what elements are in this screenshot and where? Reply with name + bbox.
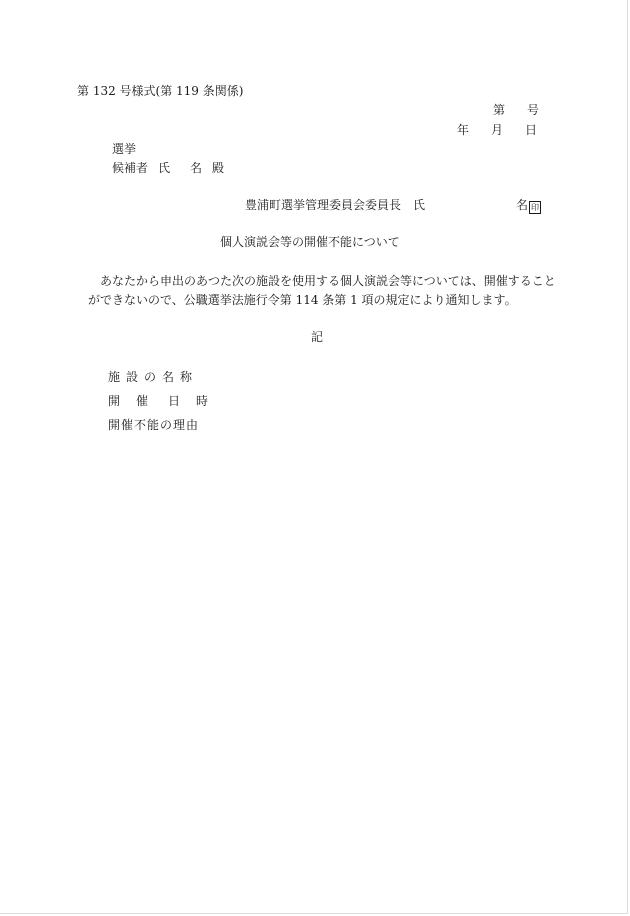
document-number <box>493 104 539 116</box>
date-year: 年 <box>457 123 470 137</box>
item-facility-name: 施設の名称 <box>108 370 199 384</box>
issue-date <box>457 124 537 136</box>
item-reason: 開催不能の理由 <box>108 418 200 432</box>
doc-number-prefix: 第 <box>493 103 506 117</box>
addressee-election: 選挙 <box>112 142 137 156</box>
addressee-shi: 氏 <box>158 161 171 175</box>
date-time-char-2: 催 <box>136 394 149 408</box>
body-line-1: あなたから申出のあつた次の施設を使用する個人演説会等については、開催すること <box>100 274 556 288</box>
document-subject: 個人演説会等の開催不能について <box>220 235 400 249</box>
date-time-char-1: 開 <box>108 394 121 408</box>
form-number: 第 132 号様式(第 119 条関係) <box>77 84 244 98</box>
date-time-char-3: 日 <box>168 394 181 408</box>
date-month: 月 <box>491 123 504 137</box>
addressee-role: 候補者 <box>112 161 149 175</box>
addressee-candidate <box>112 162 224 174</box>
date-time-char-4: 時 <box>196 394 209 408</box>
sender-name-seal <box>516 199 541 214</box>
body-line-2: ができないので、公職選挙法施行令第 114 条第 1 項の規定により通知します。 <box>88 293 517 307</box>
ki-heading: 記 <box>311 330 324 344</box>
addressee-honorific: 殿 <box>212 161 225 175</box>
addressee-mei: 名 <box>190 161 203 175</box>
sender-title <box>245 199 425 211</box>
sender-shi: 氏 <box>413 198 426 212</box>
date-day: 日 <box>525 123 538 137</box>
sender-title-text: 豊浦町選挙管理委員会委員長 <box>245 198 402 212</box>
item-date-time <box>108 395 208 407</box>
sender-mei: 名 <box>516 198 529 212</box>
doc-number-suffix: 号 <box>527 103 540 117</box>
seal-mark: 印 <box>531 203 540 212</box>
